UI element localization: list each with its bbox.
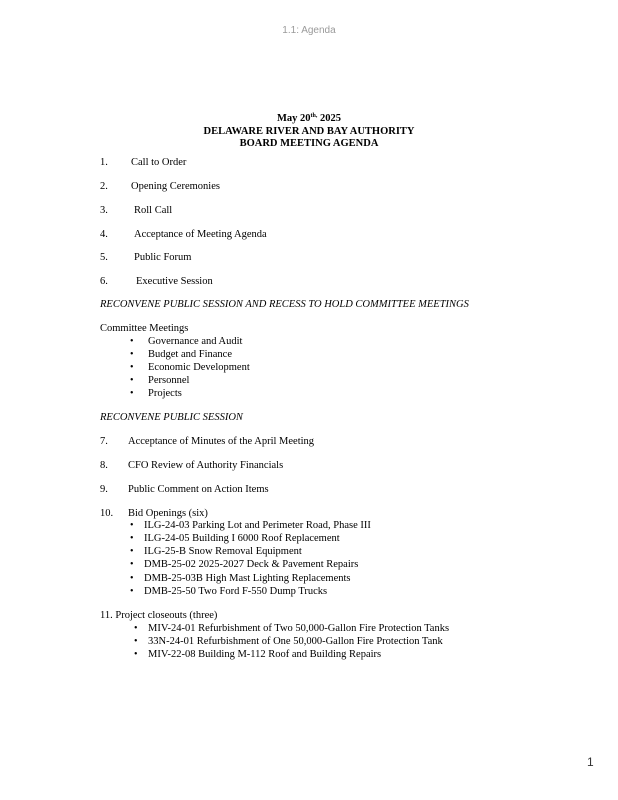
item-number: 10. [100, 508, 114, 519]
list-item-text: ILG-25-B Snow Removal Equipment [144, 546, 302, 557]
date-text: May 20 [276, 113, 311, 124]
item-text: Opening Ceremonies [131, 181, 220, 192]
item-text: Acceptance of Minutes of the April Meeting [128, 436, 315, 447]
item-text: CFO Review of Authority Financials [128, 460, 284, 471]
item-number: 3. [100, 205, 108, 216]
bullet-icon: • [130, 546, 134, 557]
page-number: 1 [587, 755, 594, 769]
bullet-icon: • [130, 573, 134, 584]
list-item-text: Projects [148, 388, 182, 399]
item-text: Roll Call [134, 205, 173, 216]
bullet-icon: • [130, 336, 134, 347]
list-item-text: DMB-25-50 Two Ford F-550 Dump Trucks [144, 586, 328, 597]
document-title: BOARD MEETING AGENDA [239, 138, 379, 149]
list-item-text: DMB-25-02 2025-2027 Deck & Pavement Repairs [144, 559, 359, 570]
list-item-text: MIV-24-01 Refurbishment of Two 50,000-Gallon Fire Protection Tanks [148, 623, 450, 634]
list-item-text: ILG-24-05 Building I 6000 Roof Replacement [144, 533, 340, 544]
list-item-text: ILG-24-03 Parking Lot and Perimeter Road, Phase III [144, 520, 371, 531]
document-tab-label: 1.1: Agenda [282, 25, 336, 36]
list-item-text: DMB-25-03B High Mast Lighting Replacements [144, 573, 351, 584]
item-text: Public Comment on Action Items [128, 484, 269, 495]
bullet-icon: • [134, 636, 138, 647]
item-number: 4. [100, 229, 108, 240]
date-year: 2025 [317, 113, 341, 124]
bullet-icon: • [130, 349, 134, 360]
bullet-icon: • [130, 559, 134, 570]
item-number: 2. [100, 181, 108, 192]
item-number: 5. [100, 252, 108, 263]
agenda-title-block [0, 110, 618, 151]
bullet-icon: • [130, 586, 134, 597]
bullet-icon: • [130, 388, 134, 399]
list-item-text: Economic Development [148, 362, 250, 373]
closeouts-heading: 11. Project closeouts (three) [100, 610, 218, 621]
bullet-icon: • [130, 362, 134, 373]
item-number: 6. [100, 276, 108, 287]
list-item-text: Personnel [148, 375, 190, 386]
item-text: Bid Openings (six) [128, 508, 208, 519]
bullet-icon: • [134, 649, 138, 660]
item-number: 8. [100, 460, 108, 471]
item-text: Executive Session [136, 276, 213, 287]
organization-name: DELAWARE RIVER AND BAY AUTHORITY [203, 125, 415, 137]
list-item-text: 33N-24-01 Refurbishment of One 50,000-Gallon Fire Protection Tank [148, 636, 443, 647]
committee-heading: Committee Meetings [100, 323, 189, 334]
date-suffix: th, [310, 113, 318, 119]
meeting-date [0, 110, 618, 126]
item-text: Acceptance of Meeting Agenda [134, 229, 267, 240]
bullet-icon: • [130, 520, 134, 531]
item-text: Call to Order [131, 157, 187, 168]
reconvene-note: RECONVENE PUBLIC SESSION [100, 412, 243, 423]
recess-note: RECONVENE PUBLIC SESSION AND RECESS TO HOLD COMMITTEE MEETINGS [100, 299, 469, 310]
list-item-text: Governance and Audit [148, 336, 243, 347]
list-item-text: MIV-22-08 Building M-112 Roof and Building Repairs [148, 649, 382, 660]
item-number: 1. [100, 157, 108, 168]
item-number: 9. [100, 484, 108, 495]
bullet-icon: • [130, 375, 134, 386]
item-number: 7. [100, 436, 108, 447]
bullet-icon: • [134, 623, 138, 634]
list-item-text: Budget and Finance [148, 349, 232, 360]
item-text: Public Forum [134, 252, 192, 263]
bullet-icon: • [130, 533, 134, 544]
